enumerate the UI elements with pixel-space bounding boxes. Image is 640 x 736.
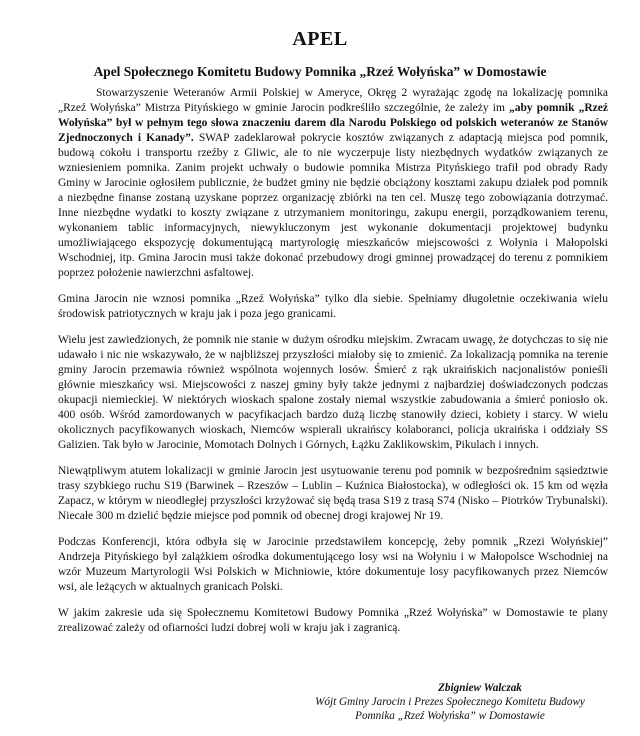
document-body [58,86,608,647]
paragraph-4: Niewątpliwym atutem lokalizacji w gminie Jarocin jest usytuowanie terenu pod pomnik w bezpośrednim sąsiedztwie trasy szybkiego ruchu S19 (Barwinek – Rzeszów – Lublin – Kuźnica Białostocka), w odległości ok. 15 km od węzła Zapacz, w którym w nieodległej przyszłości krzyżować się będą trasa S19 z trasą S74 (Nisko – Piotrków Trybunalski). Niecałe 300 m dzielić będzie miejsce pod pomnik od obecnej drogi krajowej Nr 19. [58,465,608,522]
paragraph-1-rest: SWAP zadeklarował pokrycie kosztów związanych z adaptacją miejsca pod pomnik, budową cokołu i transportu rzeźby z Gliwic, ale to nie wyczerpuje listy niezbędnych wydatków związanych ze wzniesieniem pomnika. Zanim projekt uchwały o budowie pomnika Mistrza Pityńskiego trafił pod obrady Rady Gminy w Jarocinie ogłosiłem publicznie, że budżet gminy nie będzie obciążony kosztami zakupu działek pod pomnik a niezbędne finanse zostaną uzyskane poprzez organizację zbiórki na ten cel. Muszę tego zobowiązania dotrzymać. Inne niezbędne wydatki to koszty związane z utrzymaniem monitoringu, zakupu energii, porządkowaniem terenu, wykonaniem tablic informacyjnych, niewykluczonym jest wykonanie dokumentacji projektowej budynku umożliwiającego ekspozycję dokumentującą martyrologię mieszkańców miejscowości z Wołynia i Małopolski Wschodniej, itp. Gmina Jarocin musi także dokonać przebudowy drogi gminnej prowadzącej do terenu z pomnikiem poprzez położenie nawierzchni asfaltowej. [58,132,608,279]
paragraph-2: Gmina Jarocin nie wznosi pomnika „Rzeź Wołyńska” tylko dla siebie. Spełniamy długoletnie oczekiwania wielu środowisk patriotycznych w kraju jak i poza jego granicami. [58,293,608,320]
signature-title-line-2: Pomnika „Rzeź Wołyńska” w Domostawie [355,710,545,722]
signature-name: Zbigniew Walczak [438,682,522,694]
paragraph-3: Wielu jest zawiedzionych, że pomnik nie stanie w dużym ośrodku miejskim. Zwracam uwagę, że dotychczas to się nie udawało i nic nie wskazywało, że w najbliższej przyszłości miałoby się to zmienić. Za lokalizacją pomnika na terenie gminy Jarocin przemawia również wspólnota wojennych losów. Śmierć z rąk ukraińskich nacjonalistów ponieśli głównie mieszkańcy wsi. Miejscowości z naszej gminy były także jednymi z najbardziej doświadczonych podczas okupacji niemieckiej. W niektórych wioskach spalone zostały niemal wszystkie zabudowania a śmierć poniosło ok. 400 osób. Wśród zamordowanych w pacyfikacjach bardzo dużą liczbę stanowiły dzieci, kobiety i starcy. W wielu okolicznych pacyfikowanych wioskach, Niemców wspierali ukraińscy kolaboranci, policja ukraińska i oddziały SS Galizien. Tak było w Jarocinie, Momotach Dolnych i Górnych, Łążku Zaklikowskim, Pikulach i innych. [58,334,608,451]
paragraph-1-quote: „aby pomnik „Rzeź Wołyńska” był w pełnym tego słowa znaczeniu darem dla Narodu Polskiego od polskich weteranów ze Stanów Zjednoczonych i Kanady”. [58,102,608,144]
paragraph-1 [58,86,608,281]
signature-title-line-1: Wójt Gminy Jarocin i Prezes Społecznego Komitetu Budowy [315,696,585,708]
paragraph-5: Podczas Konferencji, która odbyła się w Jarocinie przedstawiłem koncepcję, żeby pomnik „Rzezi Wołyńskiej” Andrzeja Pityńskiego był zalążkiem ośrodka dokumentującego losy wsi na Wołyniu i w Małopolsce Wschodniej na wzór Muzeum Martyrologii Wsi Polskich w Michniowie, które dokumentuje losy pacyfikowanych przez Niemców wsi, ale leżących w aktualnych granicach Polski. [58,536,608,593]
document-subtitle: Apel Społecznego Komitetu Budowy Pomnika „Rzeź Wołyńska” w Domostawie [93,64,547,79]
paragraph-6: W jakim zakresie uda się Społecznemu Komitetowi Budowy Pomnika „Rzeź Wołyńska” w Domostawie te plany zrealizować zależy od ofiarności ludzi dobrej woli w kraju jak i zagranicą. [58,607,608,634]
paragraph-1-intro: Stowarzyszenie Weteranów Armii Polskiej w Ameryce, Okręg 2 wyrażając zgodę na lokalizację pomnika „Rzeź Wołyńska” Mistrza Pityńskiego w gminie Jarocin podkreśliło szczególnie, że zależy im [58,87,608,114]
signature-block [300,681,600,723]
document-title: APEL [292,28,348,50]
